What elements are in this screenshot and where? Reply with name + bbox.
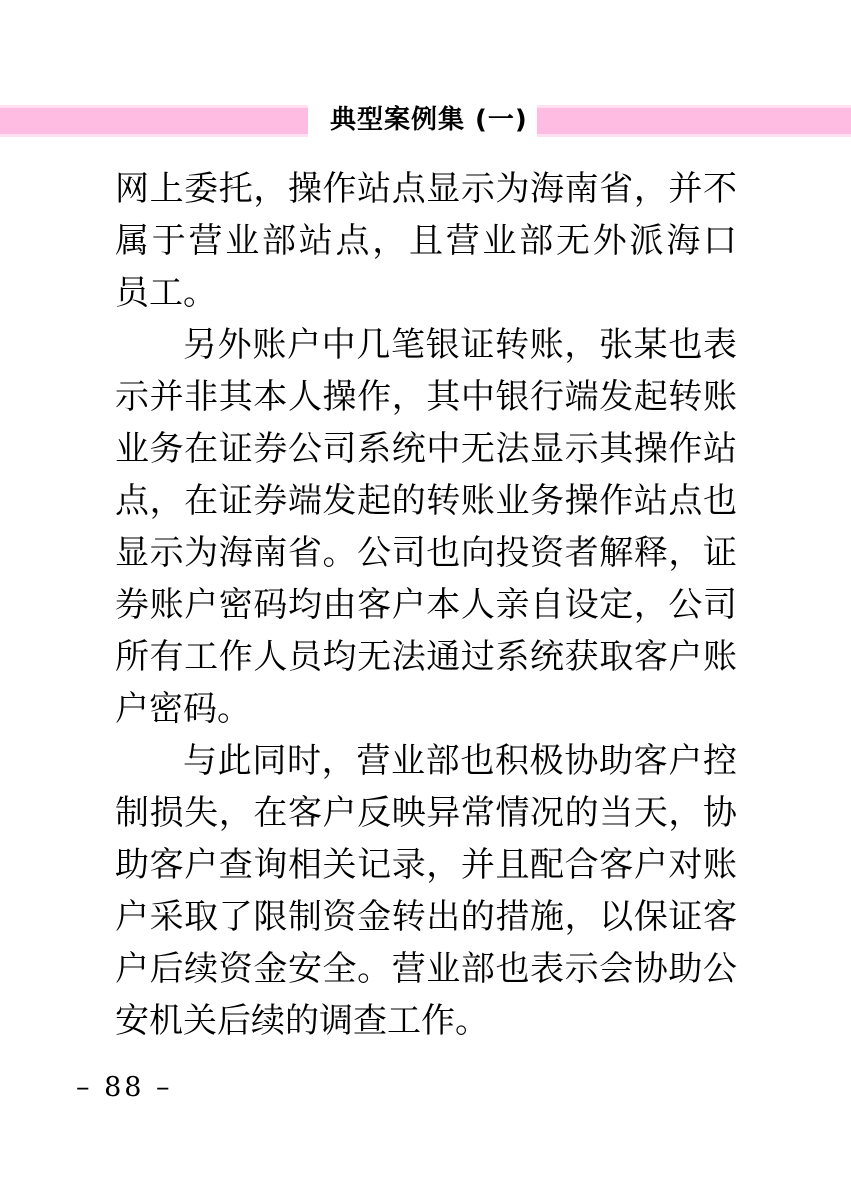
text-line: 示并非其本人操作，其中银行端发起转账 [115, 377, 737, 417]
page-header [0, 104, 851, 137]
text-line: 户后续资金安全。营业部也表示会协助公 [115, 949, 737, 989]
text-line: 员工。 [115, 273, 217, 313]
text-line: 点，在证券端发起的转账业务操作站点也 [115, 481, 737, 521]
page-number: – 88 – [76, 1072, 173, 1103]
text-line: 助客户查询相关记录，并且配合客户对账 [115, 845, 737, 885]
running-title: 典型案例集 (一) [330, 105, 528, 135]
text-line: 显示为海南省。公司也向投资者解释，证 [115, 533, 737, 573]
text-line: 户密码。 [115, 689, 251, 729]
body-text [115, 163, 737, 1047]
text-line: 安机关后续的调查工作。 [115, 1001, 489, 1041]
text-line: 制损失，在客户反映异常情况的当天，协 [115, 793, 737, 833]
text-line: 属于营业部站点，且营业部无外派海口 [115, 221, 737, 261]
header-rule-left [0, 105, 308, 137]
text-line: 券账户密码均由客户本人亲自设定，公司 [115, 585, 737, 625]
text-line: 网上委托，操作站点显示为海南省，并不 [115, 169, 737, 209]
header-rule-right [537, 105, 851, 137]
text-line: 所有工作人员均无法通过系统获取客户账 [115, 637, 737, 677]
text-line: 与此同时，营业部也积极协助客户控 [183, 741, 737, 781]
text-line: 户采取了限制资金转出的措施，以保证客 [115, 897, 737, 937]
text-line: 业务在证券公司系统中无法显示其操作站 [115, 429, 737, 469]
text-line: 另外账户中几笔银证转账，张某也表 [183, 325, 737, 365]
